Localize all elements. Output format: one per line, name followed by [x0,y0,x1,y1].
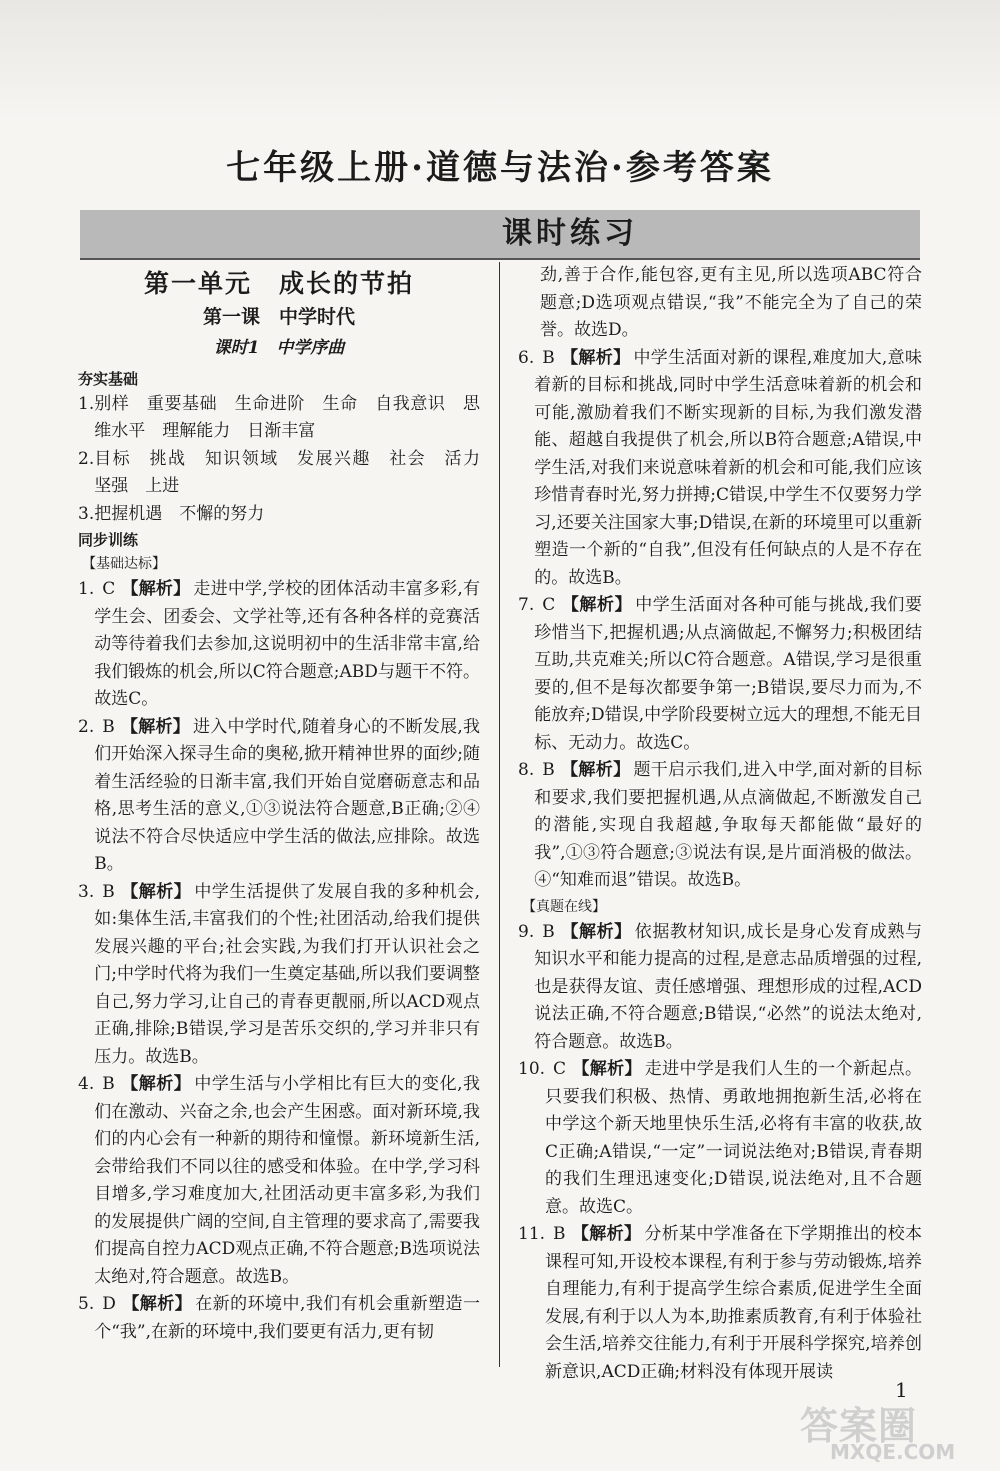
answer-item [518,1056,922,1221]
subheading-real-exam: 【真题在线】 [522,898,606,915]
answer-choice: D [102,1294,116,1314]
answer-item [78,714,480,879]
item-text: 把握机遇 不懈的努力 [94,503,265,524]
answer-explanation: 题干启示我们,进入中学,面对新的目标和要求,我们要把握机遇,从点滴做起,不断激发自己的潜能,实现自我超越,争取每天都能做“最好的我”,①③符合题意;③说法有误,是片面消极的做法。④“知难而退”错误。故选B。 [534,760,923,890]
answer-explanation: 走进中学是我们人生的一个新起点。只要我们积极、热情、勇敢地拥抱新生活,必将在中学这个新天地里快乐生活,必将有丰富的收获,故C正确;A错误,“一定”一词说法绝对;B错误,青春期的我们生理迅速变化;D错误,说法绝对,且不合题意。故选C。 [545,1059,922,1217]
answer-explanation: 中学生活面对新的课程,难度加大,意味着新的目标和挑战,同时中学生活意味着新的机会和可能,激励着我们不断实现新的目标,为我们激发潜能、超越自我提供了机会,所以B符合题意;A错误,中学生活,对我们来说意味着新的机会和可能,我们应该珍惜青春时光,努力拼搏;C错误,中学生不仅要努力学习,还要关注国家大事;D错误,在新的环境里可以重新塑造一个新的“自我”,但没有任何缺点的人是不存在的。故选B。 [534,347,923,588]
answer-continuation: 劲,善于合作,能包容,更有主见,所以选项ABC符合题意;D选项观点错误,“我”不能完全为了自己的荣誉。故选D。 [540,265,922,340]
section-title: 课时练习 [502,216,638,251]
analysis-label: 【解析】 [121,579,191,599]
answer-choice: B [542,921,555,942]
analysis-label: 【解析】 [120,881,192,902]
question-number: 7. [518,595,535,615]
analysis-label: 【解析】 [120,1074,192,1094]
analysis-label: 【解析】 [572,1059,642,1079]
scan-top-band [0,0,1000,120]
question-number: 10. [518,1059,546,1079]
question-number: 4. [78,1074,95,1094]
answer-choice: C [542,595,556,615]
period-title: 课时1 中学序曲 [213,338,345,358]
answer-explanation: 中学生活与小学相比有巨大的变化,我们在激动、兴奋之余,也会产生困惑。面对新环境,我们的内心会有一种新的期待和憧憬。新环境新生活,会带给我们不同以往的感受和体验。在中学,学习科目增多,学习难度加大,社团活动更丰富多彩,为我们的发展提供广阔的空间,自主管理的要求高了,需要我们提高自控力ACD观点正确,不符合题意;B选项说法太绝对,符合题意。故选B。 [94,1074,481,1287]
analysis-label: 【解析】 [120,716,190,737]
column-divider [499,262,500,1367]
item-number: 1. [78,393,95,414]
page-title: 七年级上册·道德与法治·参考答案 [226,148,774,188]
answer-item [78,1071,480,1291]
answer-explanation: 在新的环境中,我们有机会重新塑造一个“我”,在新的环境中,我们要更有活力,更有韧 [94,1294,481,1342]
answer-choice: B [102,716,115,737]
answer-explanation: 中学生活提供了发展自我的多种机会,如:集体生活,丰富我们的个性;社团活动,给我们提供发展兴趣的平台;社会实践,为我们打开认识社会之门;中学时代将为我们一生奠定基础,所以我们要调整自己,努力学习,让自己的青春更靓丽,所以ACD观点正确,排除;B错误,学习是苦乐交织的,学习并非只有压力。故选B。 [94,881,481,1067]
question-number: 5. [78,1294,95,1314]
answer-item [518,757,922,895]
heading-basics: 夯实基础 [78,369,139,388]
answer-explanation: 中学生活面对各种可能与挑战,我们要珍惜当下,把握机遇;从点滴做起,不懈努力;积极团结互助,共克难关;所以C符合题意。A错误,学习是很重要的,但不是每次都要争第一;B错误,要尽力而为,不能放弃;D错误,中学阶段要树立远大的理想,不能无目标、无动力。故选C。 [534,595,923,753]
answer-choice: B [542,347,555,368]
answer-item [518,592,922,757]
question-number: 11. [518,1224,546,1244]
answer-item [78,1291,480,1346]
right-column [518,262,922,1386]
answer-explanation: 走进中学,学校的团体活动丰富多彩,有学生会、团委会、文学社等,还有各种各样的竞赛活动等待着我们去参加,这说明初中的生活非常丰富,给我们锻炼的机会,所以C符合题意;ABD与题干不符。故选C。 [94,579,480,709]
basic-item [78,391,480,446]
answer-choice: B [102,881,115,902]
item-text: 目标 挑战 知识领域 发展兴趣 社会 活力 坚强 上进 [94,448,497,496]
unit-title: 第一单元 成长的节拍 [143,269,414,298]
analysis-label: 【解析】 [560,760,631,780]
item-text: 别样 重要基础 生命进阶 生命 自我意识 思维水平 理解能力 日渐丰富 [94,393,480,441]
answer-item [78,879,480,1072]
question-number: 9. [518,921,535,942]
question-number: 1. [78,579,95,599]
lesson-title: 第一课 中学时代 [202,305,355,328]
answer-explanation: 进入中学时代,随着身心的不断发展,我们开始深入探寻生命的奥秘,掀开精神世界的面纱;随着生活经验的日渐丰富,我们开始自觉磨砺意志和品格,思考生活的意义,①③说法符合题意,B正确;②④说法不符合尽快适应中学生活的做法,应排除。故选B。 [94,716,481,874]
answer-choice: B [102,1074,115,1094]
question-number: 8. [518,760,535,780]
answer-choice: B [542,760,555,780]
item-number: 3. [78,503,95,524]
answer-choice: B [553,1224,566,1244]
subheading-basic-standard: 【基础达标】 [82,556,166,572]
left-column [78,262,497,1346]
question-number: 3. [78,881,95,902]
analysis-label: 【解析】 [560,921,632,942]
analysis-label: 【解析】 [560,347,631,368]
analysis-label: 【解析】 [121,1294,193,1314]
analysis-label: 【解析】 [571,1224,642,1244]
answer-choice: C [102,579,116,599]
answer-choice: C [553,1059,567,1079]
answer-item [78,576,480,714]
page-number: 1 [895,1378,908,1402]
answer-item [518,345,922,593]
watermark-logo: 答案圈 [800,1404,918,1448]
question-number: 6. [518,347,535,368]
question-number: 2. [78,716,95,737]
answer-item [518,919,922,1057]
answer-explanation: 依据教材知识,成长是身心发育成熟与知识水平和能力提高的过程,是意志品质增强的过程,也是获得友谊、责任感增强、理想形成的过程,ACD说法正确,不符合题意;B错误,“必然”的说法太绝对,符合题意。故选B。 [534,921,922,1052]
section-banner [80,210,920,260]
answer-item [518,1221,922,1386]
answer-explanation: 分析某中学准备在下学期推出的校本课程可知,开设校本课程,有利于参与劳动锻炼,培养自理能力,有利于提高学生综合素质,促进学生全面发展,有利于以人为本,助推素质教育,有利于体验社会生活,培养交往能力,有利于开展科学探究,培养创新意识,ACD正确;材料没有体现开展读 [545,1224,923,1382]
basic-item [78,446,497,501]
watermark-url: MXQE.COM [830,1440,956,1464]
analysis-label: 【解析】 [561,595,633,615]
heading-sync-training: 同步训练 [78,531,139,549]
item-number: 2. [78,448,95,469]
basic-item [78,501,480,529]
